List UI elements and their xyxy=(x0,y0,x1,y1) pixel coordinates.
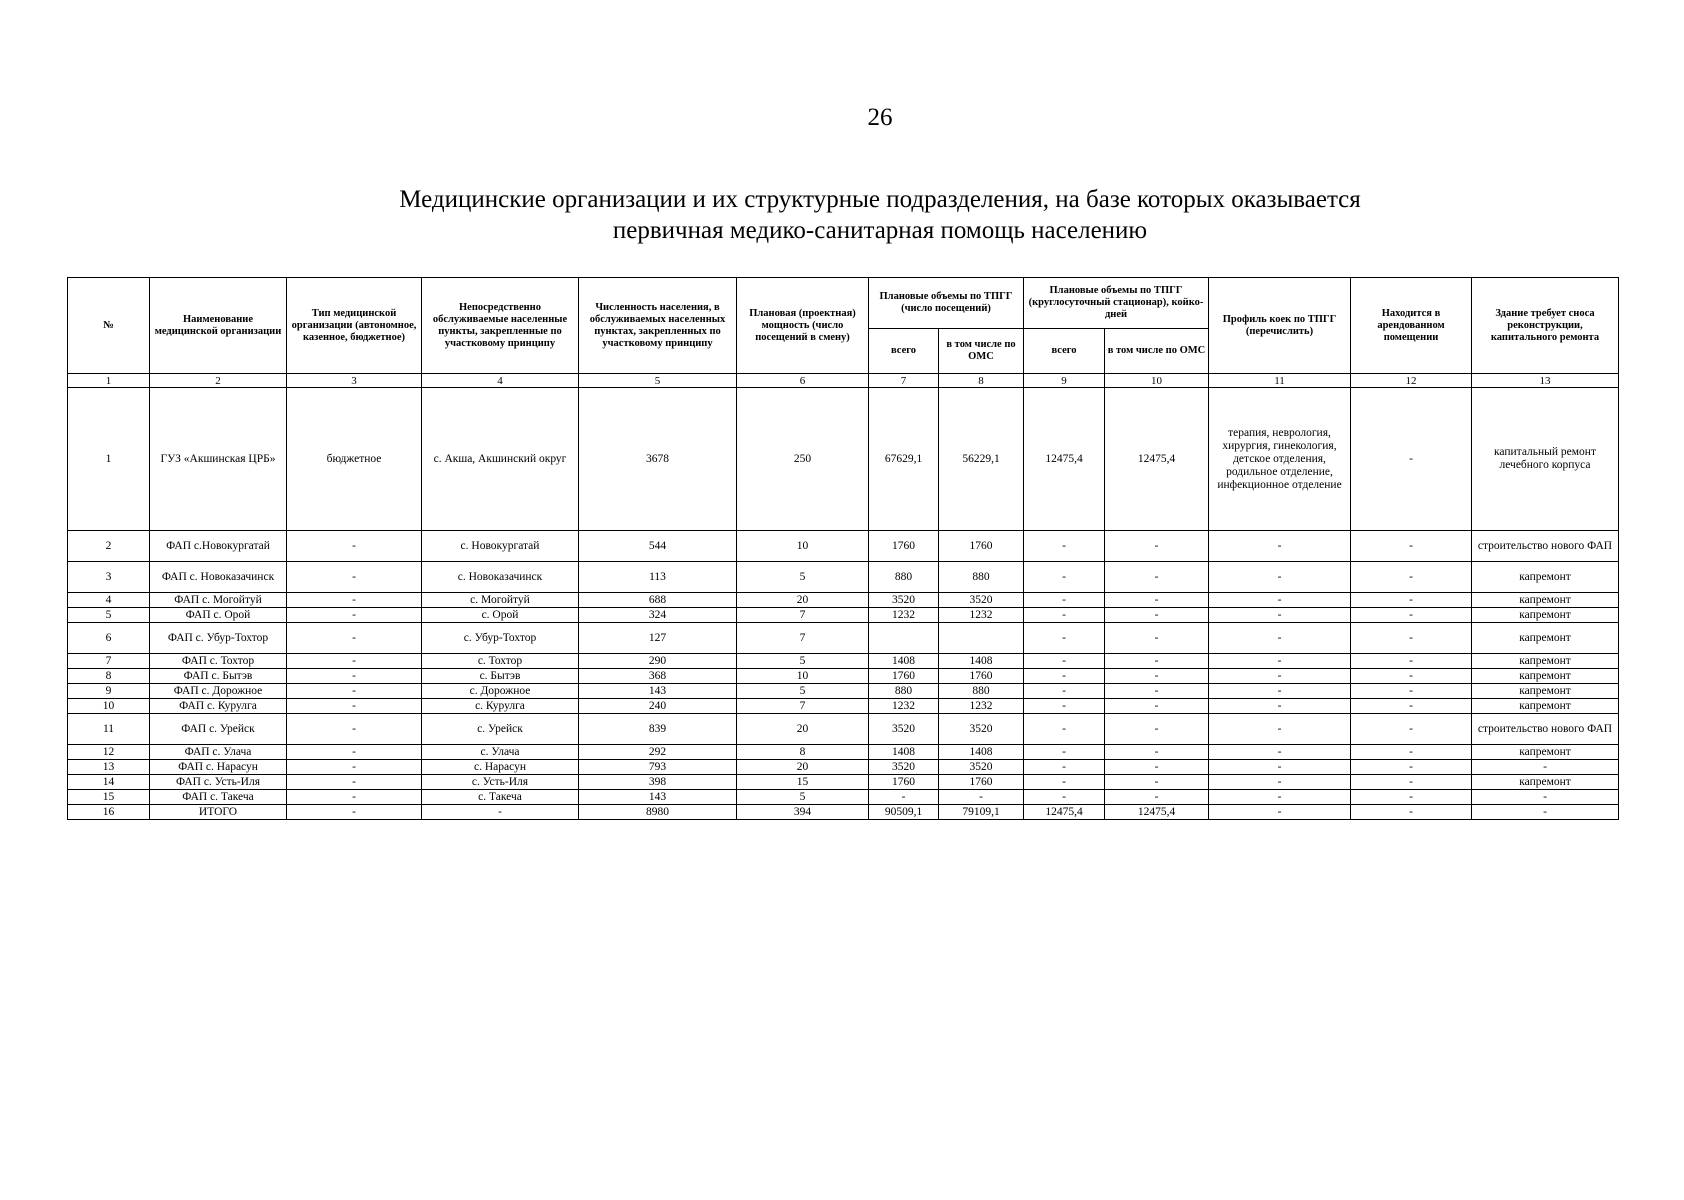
planned-capacity-cell: 20 xyxy=(737,593,869,608)
population-cell: 544 xyxy=(579,531,737,562)
page-number: 26 xyxy=(867,104,893,131)
rented-premises-cell: - xyxy=(1351,775,1472,790)
organization-name-cell: ФАП с. Убур-Тохтор xyxy=(150,623,287,654)
row-number-cell: 8 xyxy=(68,669,150,684)
header-bed-profile: Профиль коек по ТПГГ (перечислить) xyxy=(1209,278,1351,374)
bed-days-total-cell: - xyxy=(1024,531,1105,562)
row-number-cell: 16 xyxy=(68,805,150,820)
table-row xyxy=(68,745,1619,760)
row-number-cell: 6 xyxy=(68,623,150,654)
row-number-cell: 10 xyxy=(68,699,150,714)
population-cell: 8980 xyxy=(579,805,737,820)
organization-type-cell: - xyxy=(287,623,422,654)
column-number: 6 xyxy=(737,374,869,388)
organization-name-cell: ФАП с. Орой xyxy=(150,608,287,623)
header-visits-total: всего xyxy=(869,329,939,374)
row-number-cell: 1 xyxy=(68,388,150,531)
header-building-repair: Здание требует сноса реконструкции, капитального ремонта xyxy=(1472,278,1619,374)
bed-days-total-cell: 12475,4 xyxy=(1024,388,1105,531)
bed-days-oms-cell: - xyxy=(1105,684,1209,699)
visits-oms-cell: 880 xyxy=(939,684,1024,699)
visits-total-cell: 1760 xyxy=(869,669,939,684)
table-row xyxy=(68,593,1619,608)
bed-days-oms-cell: 12475,4 xyxy=(1105,805,1209,820)
visits-total-cell: 880 xyxy=(869,562,939,593)
organization-type-cell: - xyxy=(287,593,422,608)
population-cell: 240 xyxy=(579,699,737,714)
visits-oms-cell: 56229,1 xyxy=(939,388,1024,531)
organization-type-cell: - xyxy=(287,790,422,805)
bed-days-oms-cell: - xyxy=(1105,699,1209,714)
organization-type-cell: - xyxy=(287,745,422,760)
rented-premises-cell: - xyxy=(1351,699,1472,714)
column-number: 12 xyxy=(1351,374,1472,388)
visits-total-cell: 1760 xyxy=(869,775,939,790)
header-bed-days-group: Плановые объемы по ТПГГ (круглосуточный стационар), койко-дней xyxy=(1024,278,1209,329)
bed-days-total-cell: - xyxy=(1024,714,1105,745)
rented-premises-cell: - xyxy=(1351,669,1472,684)
organization-type-cell: - xyxy=(287,684,422,699)
served-settlements-cell: с. Убур-Тохтор xyxy=(422,623,579,654)
visits-oms-cell: 1408 xyxy=(939,745,1024,760)
column-number: 8 xyxy=(939,374,1024,388)
planned-capacity-cell: 10 xyxy=(737,531,869,562)
planned-capacity-cell: 7 xyxy=(737,608,869,623)
served-settlements-cell: с. Акша, Акшинский округ xyxy=(422,388,579,531)
title-line-2: первичная медико-санитарная помощь населению xyxy=(612,217,1148,244)
visits-total-cell: - xyxy=(869,790,939,805)
header-bed-days-oms: в том числе по ОМС xyxy=(1105,329,1209,374)
visits-total-cell: 1408 xyxy=(869,654,939,669)
bed-days-total-cell: - xyxy=(1024,745,1105,760)
planned-capacity-cell: 15 xyxy=(737,775,869,790)
building-repair-cell: капремонт xyxy=(1472,684,1619,699)
table-row xyxy=(68,608,1619,623)
visits-oms-cell: 1408 xyxy=(939,654,1024,669)
bed-profile-cell: - xyxy=(1209,593,1351,608)
table-row xyxy=(68,699,1619,714)
column-number: 11 xyxy=(1209,374,1351,388)
bed-days-oms-cell: - xyxy=(1105,775,1209,790)
header-organization-type: Тип медицинской организации (автономное, казенное, бюджетное) xyxy=(287,278,422,374)
row-number-cell: 11 xyxy=(68,714,150,745)
visits-total-cell: 1232 xyxy=(869,699,939,714)
organization-name-cell: ФАП с. Такеча xyxy=(150,790,287,805)
table-row xyxy=(68,531,1619,562)
planned-capacity-cell: 5 xyxy=(737,654,869,669)
served-settlements-cell: с. Новокургатай xyxy=(422,531,579,562)
building-repair-cell: - xyxy=(1472,760,1619,775)
bed-profile-cell: - xyxy=(1209,654,1351,669)
bed-days-oms-cell: - xyxy=(1105,654,1209,669)
planned-capacity-cell: 5 xyxy=(737,790,869,805)
bed-days-total-cell: - xyxy=(1024,790,1105,805)
bed-days-total-cell: - xyxy=(1024,684,1105,699)
bed-days-total-cell: - xyxy=(1024,562,1105,593)
table-row xyxy=(68,669,1619,684)
organization-type-cell: - xyxy=(287,805,422,820)
visits-total-cell: 1232 xyxy=(869,608,939,623)
visits-oms-cell: 1760 xyxy=(939,531,1024,562)
bed-days-oms-cell: - xyxy=(1105,669,1209,684)
header-visits-oms: в том числе по ОМС xyxy=(939,329,1024,374)
table-row xyxy=(68,760,1619,775)
bed-profile-cell: - xyxy=(1209,669,1351,684)
served-settlements-cell: с. Улача xyxy=(422,745,579,760)
served-settlements-cell: с. Урейск xyxy=(422,714,579,745)
row-number-cell: 3 xyxy=(68,562,150,593)
bed-days-oms-cell: - xyxy=(1105,760,1209,775)
rented-premises-cell: - xyxy=(1351,654,1472,669)
row-number-cell: 13 xyxy=(68,760,150,775)
organization-name-cell: ФАП с. Дорожное xyxy=(150,684,287,699)
bed-profile-cell: терапия, неврология, хирургия, гинекология, детское отделения, родильное отделение, инфекционное отделение xyxy=(1209,388,1351,531)
header-row xyxy=(68,278,1619,329)
population-cell: 398 xyxy=(579,775,737,790)
building-repair-cell: капремонт xyxy=(1472,745,1619,760)
population-cell: 143 xyxy=(579,790,737,805)
visits-oms-cell: 1760 xyxy=(939,669,1024,684)
bed-days-oms-cell: - xyxy=(1105,562,1209,593)
column-number: 7 xyxy=(869,374,939,388)
header-rented-premises: Находится в арендованном помещении xyxy=(1351,278,1472,374)
rented-premises-cell: - xyxy=(1351,790,1472,805)
column-number: 3 xyxy=(287,374,422,388)
bed-days-total-cell: - xyxy=(1024,669,1105,684)
bed-days-oms-cell: - xyxy=(1105,745,1209,760)
bed-days-total-cell: 12475,4 xyxy=(1024,805,1105,820)
table-row xyxy=(68,388,1619,531)
population-cell: 368 xyxy=(579,669,737,684)
visits-total-cell: 1760 xyxy=(869,531,939,562)
column-number: 4 xyxy=(422,374,579,388)
bed-days-total-cell: - xyxy=(1024,654,1105,669)
served-settlements-cell: с. Новоказачинск xyxy=(422,562,579,593)
bed-days-oms-cell: - xyxy=(1105,790,1209,805)
visits-total-cell: 90509,1 xyxy=(869,805,939,820)
header-planned-capacity: Плановая (проектная) мощность (число посещений в смену) xyxy=(737,278,869,374)
rented-premises-cell: - xyxy=(1351,388,1472,531)
bed-profile-cell: - xyxy=(1209,531,1351,562)
table-row xyxy=(68,654,1619,669)
building-repair-cell: капитальный ремонт лечебного корпуса xyxy=(1472,388,1619,531)
visits-total-cell: 3520 xyxy=(869,593,939,608)
visits-oms-cell: - xyxy=(939,790,1024,805)
bed-profile-cell: - xyxy=(1209,775,1351,790)
visits-total-cell xyxy=(869,623,939,654)
population-cell: 113 xyxy=(579,562,737,593)
planned-capacity-cell: 20 xyxy=(737,760,869,775)
rented-premises-cell: - xyxy=(1351,623,1472,654)
organization-name-cell: ФАП с. Усть-Иля xyxy=(150,775,287,790)
column-number: 1 xyxy=(68,374,150,388)
organization-name-cell: ФАП с. Нарасун xyxy=(150,760,287,775)
visits-oms-cell xyxy=(939,623,1024,654)
organization-type-cell: - xyxy=(287,669,422,684)
bed-days-oms-cell: - xyxy=(1105,608,1209,623)
total-row xyxy=(68,805,1619,820)
bed-days-oms-cell: - xyxy=(1105,531,1209,562)
bed-profile-cell: - xyxy=(1209,562,1351,593)
served-settlements-cell: - xyxy=(422,805,579,820)
planned-capacity-cell: 5 xyxy=(737,562,869,593)
column-number: 13 xyxy=(1472,374,1619,388)
rented-premises-cell: - xyxy=(1351,608,1472,623)
organization-name-cell: ФАП с. Могойтуй xyxy=(150,593,287,608)
bed-days-total-cell: - xyxy=(1024,623,1105,654)
served-settlements-cell: с. Орой xyxy=(422,608,579,623)
population-cell: 793 xyxy=(579,760,737,775)
column-number: 10 xyxy=(1105,374,1209,388)
served-settlements-cell: с. Могойтуй xyxy=(422,593,579,608)
organization-type-cell: - xyxy=(287,654,422,669)
visits-oms-cell: 880 xyxy=(939,562,1024,593)
bed-profile-cell: - xyxy=(1209,608,1351,623)
organization-type-cell: - xyxy=(287,699,422,714)
column-number: 9 xyxy=(1024,374,1105,388)
table-row xyxy=(68,562,1619,593)
bed-days-oms-cell: - xyxy=(1105,714,1209,745)
visits-total-cell: 1408 xyxy=(869,745,939,760)
organization-name-cell: ФАП с. Тохтор xyxy=(150,654,287,669)
organization-type-cell: - xyxy=(287,714,422,745)
population-cell: 688 xyxy=(579,593,737,608)
facilities-table xyxy=(67,277,1619,820)
planned-capacity-cell: 8 xyxy=(737,745,869,760)
visits-oms-cell: 1232 xyxy=(939,608,1024,623)
rented-premises-cell: - xyxy=(1351,745,1472,760)
visits-total-cell: 67629,1 xyxy=(869,388,939,531)
row-number-cell: 4 xyxy=(68,593,150,608)
planned-capacity-cell: 394 xyxy=(737,805,869,820)
table-row xyxy=(68,684,1619,699)
organization-type-cell: - xyxy=(287,608,422,623)
header-population: Численность населения, в обслуживаемых населенных пунктах, закрепленных по участковому принципу xyxy=(579,278,737,374)
building-repair-cell: капремонт xyxy=(1472,775,1619,790)
planned-capacity-cell: 20 xyxy=(737,714,869,745)
table-row xyxy=(68,775,1619,790)
row-number-cell: 9 xyxy=(68,684,150,699)
served-settlements-cell: с. Тохтор xyxy=(422,654,579,669)
organization-type-cell: - xyxy=(287,562,422,593)
table-row xyxy=(68,790,1619,805)
organization-type-cell: - xyxy=(287,760,422,775)
organization-name-cell: ФАП с. Новоказачинск xyxy=(150,562,287,593)
served-settlements-cell: с. Такеча xyxy=(422,790,579,805)
population-cell: 290 xyxy=(579,654,737,669)
bed-profile-cell: - xyxy=(1209,699,1351,714)
population-cell: 839 xyxy=(579,714,737,745)
building-repair-cell: капремонт xyxy=(1472,654,1619,669)
table-row xyxy=(68,714,1619,745)
bed-profile-cell: - xyxy=(1209,623,1351,654)
document-title xyxy=(300,184,1460,246)
column-number: 2 xyxy=(150,374,287,388)
bed-profile-cell: - xyxy=(1209,760,1351,775)
organization-name-cell: ФАП с.Новокургатай xyxy=(150,531,287,562)
organization-type-cell: бюджетное xyxy=(287,388,422,531)
served-settlements-cell: с. Нарасун xyxy=(422,760,579,775)
bed-days-total-cell: - xyxy=(1024,760,1105,775)
planned-capacity-cell: 250 xyxy=(737,388,869,531)
rented-premises-cell: - xyxy=(1351,805,1472,820)
building-repair-cell: капремонт xyxy=(1472,699,1619,714)
header-number: № xyxy=(68,278,150,374)
bed-profile-cell: - xyxy=(1209,714,1351,745)
population-cell: 292 xyxy=(579,745,737,760)
column-number: 5 xyxy=(579,374,737,388)
table-row xyxy=(68,623,1619,654)
organization-name-cell: ГУЗ «Акшинская ЦРБ» xyxy=(150,388,287,531)
organization-type-cell: - xyxy=(287,775,422,790)
planned-capacity-cell: 7 xyxy=(737,699,869,714)
rented-premises-cell: - xyxy=(1351,714,1472,745)
served-settlements-cell: с. Дорожное xyxy=(422,684,579,699)
rented-premises-cell: - xyxy=(1351,531,1472,562)
header-bed-days-total: всего xyxy=(1024,329,1105,374)
organization-name-cell: ФАП с. Урейск xyxy=(150,714,287,745)
population-cell: 143 xyxy=(579,684,737,699)
title-line-1: Медицинские организации и их структурные подразделения, на базе которых оказывается xyxy=(399,186,1361,213)
bed-days-oms-cell: - xyxy=(1105,623,1209,654)
served-settlements-cell: с. Курулга xyxy=(422,699,579,714)
organization-name-cell: ИТОГО xyxy=(150,805,287,820)
served-settlements-cell: с. Усть-Иля xyxy=(422,775,579,790)
population-cell: 127 xyxy=(579,623,737,654)
planned-capacity-cell: 5 xyxy=(737,684,869,699)
bed-days-total-cell: - xyxy=(1024,608,1105,623)
visits-oms-cell: 3520 xyxy=(939,760,1024,775)
organization-name-cell: ФАП с. Улача xyxy=(150,745,287,760)
row-number-cell: 7 xyxy=(68,654,150,669)
rented-premises-cell: - xyxy=(1351,760,1472,775)
organization-type-cell: - xyxy=(287,531,422,562)
row-number-cell: 2 xyxy=(68,531,150,562)
building-repair-cell: капремонт xyxy=(1472,562,1619,593)
bed-days-oms-cell: 12475,4 xyxy=(1105,388,1209,531)
building-repair-cell: строительство нового ФАП xyxy=(1472,714,1619,745)
header-organization-name: Наименование медицинской организации xyxy=(150,278,287,374)
visits-total-cell: 3520 xyxy=(869,714,939,745)
building-repair-cell: капремонт xyxy=(1472,669,1619,684)
served-settlements-cell: с. Бытэв xyxy=(422,669,579,684)
organization-name-cell: ФАП с. Курулга xyxy=(150,699,287,714)
rented-premises-cell: - xyxy=(1351,593,1472,608)
bed-profile-cell: - xyxy=(1209,684,1351,699)
bed-profile-cell: - xyxy=(1209,790,1351,805)
rented-premises-cell: - xyxy=(1351,684,1472,699)
rented-premises-cell: - xyxy=(1351,562,1472,593)
organization-name-cell: ФАП с. Бытэв xyxy=(150,669,287,684)
row-number-cell: 15 xyxy=(68,790,150,805)
bed-profile-cell: - xyxy=(1209,745,1351,760)
building-repair-cell: строительство нового ФАП xyxy=(1472,531,1619,562)
building-repair-cell: капремонт xyxy=(1472,608,1619,623)
column-number-row xyxy=(68,374,1619,388)
visits-total-cell: 880 xyxy=(869,684,939,699)
bed-profile-cell: - xyxy=(1209,805,1351,820)
row-number-cell: 12 xyxy=(68,745,150,760)
bed-days-total-cell: - xyxy=(1024,593,1105,608)
visits-oms-cell: 1760 xyxy=(939,775,1024,790)
building-repair-cell: - xyxy=(1472,790,1619,805)
visits-oms-cell: 3520 xyxy=(939,714,1024,745)
building-repair-cell: капремонт xyxy=(1472,593,1619,608)
planned-capacity-cell: 10 xyxy=(737,669,869,684)
row-number-cell: 14 xyxy=(68,775,150,790)
row-number-cell: 5 xyxy=(68,608,150,623)
visits-total-cell: 3520 xyxy=(869,760,939,775)
population-cell: 3678 xyxy=(579,388,737,531)
bed-days-total-cell: - xyxy=(1024,699,1105,714)
header-visits-group: Плановые объемы по ТПГГ (число посещений) xyxy=(869,278,1024,329)
population-cell: 324 xyxy=(579,608,737,623)
bed-days-oms-cell: - xyxy=(1105,593,1209,608)
visits-oms-cell: 3520 xyxy=(939,593,1024,608)
header-served-settlements: Непосредственно обслуживаемые населенные пункты, закрепленные по участковому принципу xyxy=(422,278,579,374)
planned-capacity-cell: 7 xyxy=(737,623,869,654)
building-repair-cell: - xyxy=(1472,805,1619,820)
visits-oms-cell: 79109,1 xyxy=(939,805,1024,820)
bed-days-total-cell: - xyxy=(1024,775,1105,790)
visits-oms-cell: 1232 xyxy=(939,699,1024,714)
building-repair-cell: капремонт xyxy=(1472,623,1619,654)
